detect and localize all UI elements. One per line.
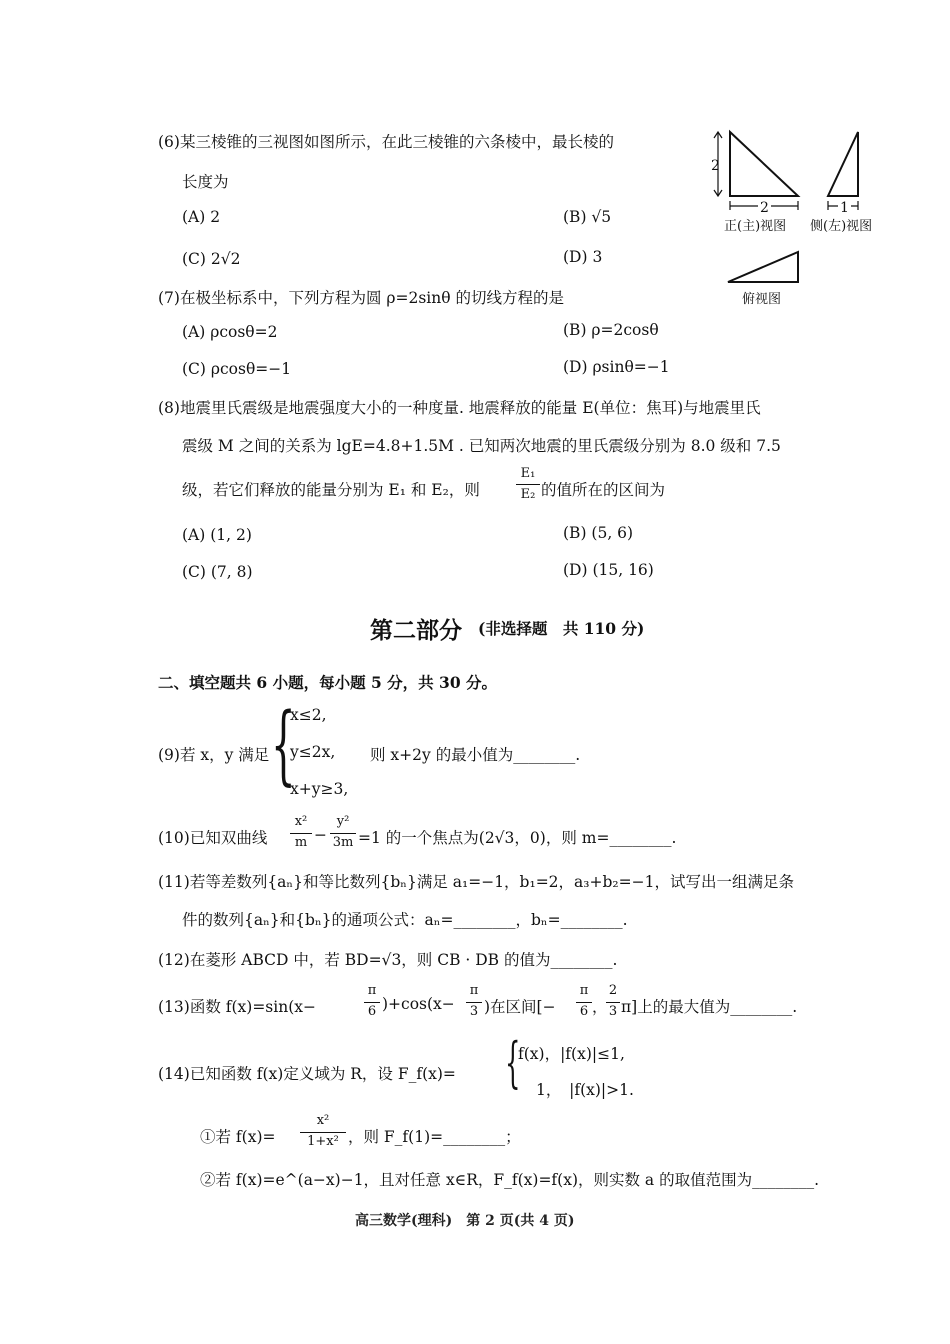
q8-option-b: (B) (5, 6)	[563, 524, 634, 542]
q13-frac1-num: π	[367, 983, 377, 998]
q14-sub1-post: ，则 F_f(1)=________；	[348, 1128, 521, 1146]
q9-constraint-1: x≤2,	[290, 706, 327, 724]
q12-stem: (12)在菱形 ABCD 中，若 BD=√3，则 CB · DB 的值为________.	[158, 951, 618, 969]
q10-term1-numerator: x²	[294, 814, 308, 829]
q13-mid2: )在区间[−	[484, 998, 556, 1016]
q13-frac2-bar	[466, 1002, 482, 1003]
q7-option-d: (D) ρsinθ=−1	[563, 358, 670, 376]
q13-frac4-bar	[606, 1002, 620, 1003]
q10-term2-numerator: y²	[336, 814, 350, 829]
q13-frac3-num: π	[579, 983, 589, 998]
q9-stem-post: 则 x+2y 的最小值为________.	[370, 746, 581, 764]
q13-frac3-bar	[576, 1002, 592, 1003]
q14-sub2: ②若 f(x)=e^(a−x)−1，且对任意 x∈R，F_f(x)=f(x)，则实数 a 的取值范围为________.	[200, 1171, 820, 1189]
q8-stem-line3-pre: 级，若它们释放的能量分别为 E₁ 和 E₂，则	[182, 481, 480, 499]
front-view-height-dim: 2	[711, 158, 720, 174]
part2-subtitle: (非选择题 共 110 分)	[478, 619, 645, 638]
q8-fraction-bar	[516, 484, 540, 485]
q7-option-b: (B) ρ=2cosθ	[563, 321, 659, 339]
q6-stem-line1: (6)某三棱锥的三视图如图所示，在此三棱锥的六条棱中，最长棱的	[158, 133, 614, 151]
q13-stem-pre: (13)函数 f(x)=sin(x−	[158, 998, 316, 1016]
q13-frac4-den: 3	[608, 1004, 618, 1019]
q10-term1-bar	[290, 833, 312, 834]
q8-option-a: (A) (1, 2)	[182, 526, 252, 544]
q13-frac1-bar	[364, 1002, 380, 1003]
q9-brace: {	[271, 695, 296, 795]
q14-case-2: 1， |f(x)|>1.	[536, 1081, 634, 1099]
q14-sub1-denominator: 1+x²	[307, 1134, 339, 1149]
side-view-caption: 侧(左)视图	[810, 219, 873, 234]
front-view-caption: 正(主)视图	[724, 219, 787, 234]
q11-stem-line1: (11)若等差数列{aₙ}和等比数列{bₙ}满足 a₁=−1，b₁=2，a₃+b₂=−1，试写出一组满足条	[158, 873, 794, 891]
q14-case-1: f(x)，|f(x)|≤1,	[518, 1045, 625, 1063]
q13-frac2-num: π	[469, 983, 479, 998]
q14-sub1-pre: ①若 f(x)=	[200, 1128, 276, 1146]
section-header: 二、填空题共 6 小题，每小题 5 分，共 30 分。	[158, 673, 498, 692]
q13-frac3-den: 6	[579, 1004, 589, 1019]
q10-term1-denominator: m	[294, 835, 308, 850]
q8-option-c: (C) (7, 8)	[182, 563, 253, 581]
top-view-caption: 俯视图	[742, 292, 782, 307]
q7-option-c: (C) ρcosθ=−1	[182, 360, 292, 378]
q13-frac2-den: 3	[469, 1004, 479, 1019]
q9-constraint-3: x+y≥3,	[290, 780, 349, 798]
q8-fraction-numerator: E₁	[520, 466, 536, 481]
q14-sub1-numerator: x²	[316, 1113, 330, 1128]
q14-stem-pre: (14)已知函数 f(x)定义域为 R，设 F_f(x)=	[158, 1065, 456, 1083]
q6-option-c: (C) 2√2	[182, 250, 241, 268]
q6-option-b: (B) √5	[563, 208, 612, 226]
q10-stem-pre: (10)已知双曲线	[158, 829, 268, 847]
q8-option-d: (D) (15, 16)	[563, 561, 654, 579]
q13-comma: ，	[592, 998, 608, 1016]
q10-term2-denominator: 3m	[332, 835, 354, 850]
q13-mid1: )+cos(x−	[382, 995, 455, 1013]
page-footer: 高三数学(理科) 第 2 页(共 4 页)	[355, 1213, 575, 1229]
top-view-figure	[724, 250, 804, 288]
q9-constraint-2: y≤2x,	[290, 743, 336, 761]
q14-brace: {	[505, 1031, 521, 1094]
q8-stem-line1: (8)地震里氏震级是地震强度大小的一种度量. 地震释放的能量 E(单位：焦耳)与地震里氏	[158, 399, 761, 417]
q10-minus: −	[314, 826, 327, 844]
q7-option-a: (A) ρcosθ=2	[182, 323, 278, 341]
q11-stem-line2: 件的数列{aₙ}和{bₙ}的通项公式：aₙ=________，bₙ=________.	[182, 911, 628, 929]
q6-option-d: (D) 3	[563, 248, 603, 266]
part2-title: 第二部分	[370, 617, 462, 644]
q6-option-a: (A) 2	[182, 208, 221, 226]
q8-fraction-denominator: E₂	[520, 487, 536, 502]
q10-stem-post: =1 的一个焦点为(2√3，0)，则 m=________.	[358, 829, 677, 847]
q6-stem-line2: 长度为	[182, 173, 229, 191]
q13-frac4-num: 2	[608, 983, 618, 998]
q7-stem: (7)在极坐标系中，下列方程为圆 ρ=2sinθ 的切线方程的是	[158, 289, 564, 307]
front-view-figure	[708, 128, 808, 210]
q14-sub1-bar	[300, 1132, 346, 1133]
side-view-width-dim: 1	[840, 200, 849, 216]
q9-stem-pre: (9)若 x，y 满足	[158, 746, 270, 764]
q8-stem-line2: 震级 M 之间的关系为 lgE=4.8+1.5M . 已知两次地震的里氏震级分别为 8.0 级和 7.5	[182, 437, 781, 455]
q13-stem-post: π]上的最大值为________.	[621, 998, 798, 1016]
q8-stem-line3-post: 的值所在的区间为	[541, 481, 666, 499]
q10-term2-bar	[330, 833, 356, 834]
q13-frac1-den: 6	[367, 1004, 377, 1019]
side-view-figure	[820, 128, 870, 210]
front-view-width-dim: 2	[760, 200, 769, 216]
